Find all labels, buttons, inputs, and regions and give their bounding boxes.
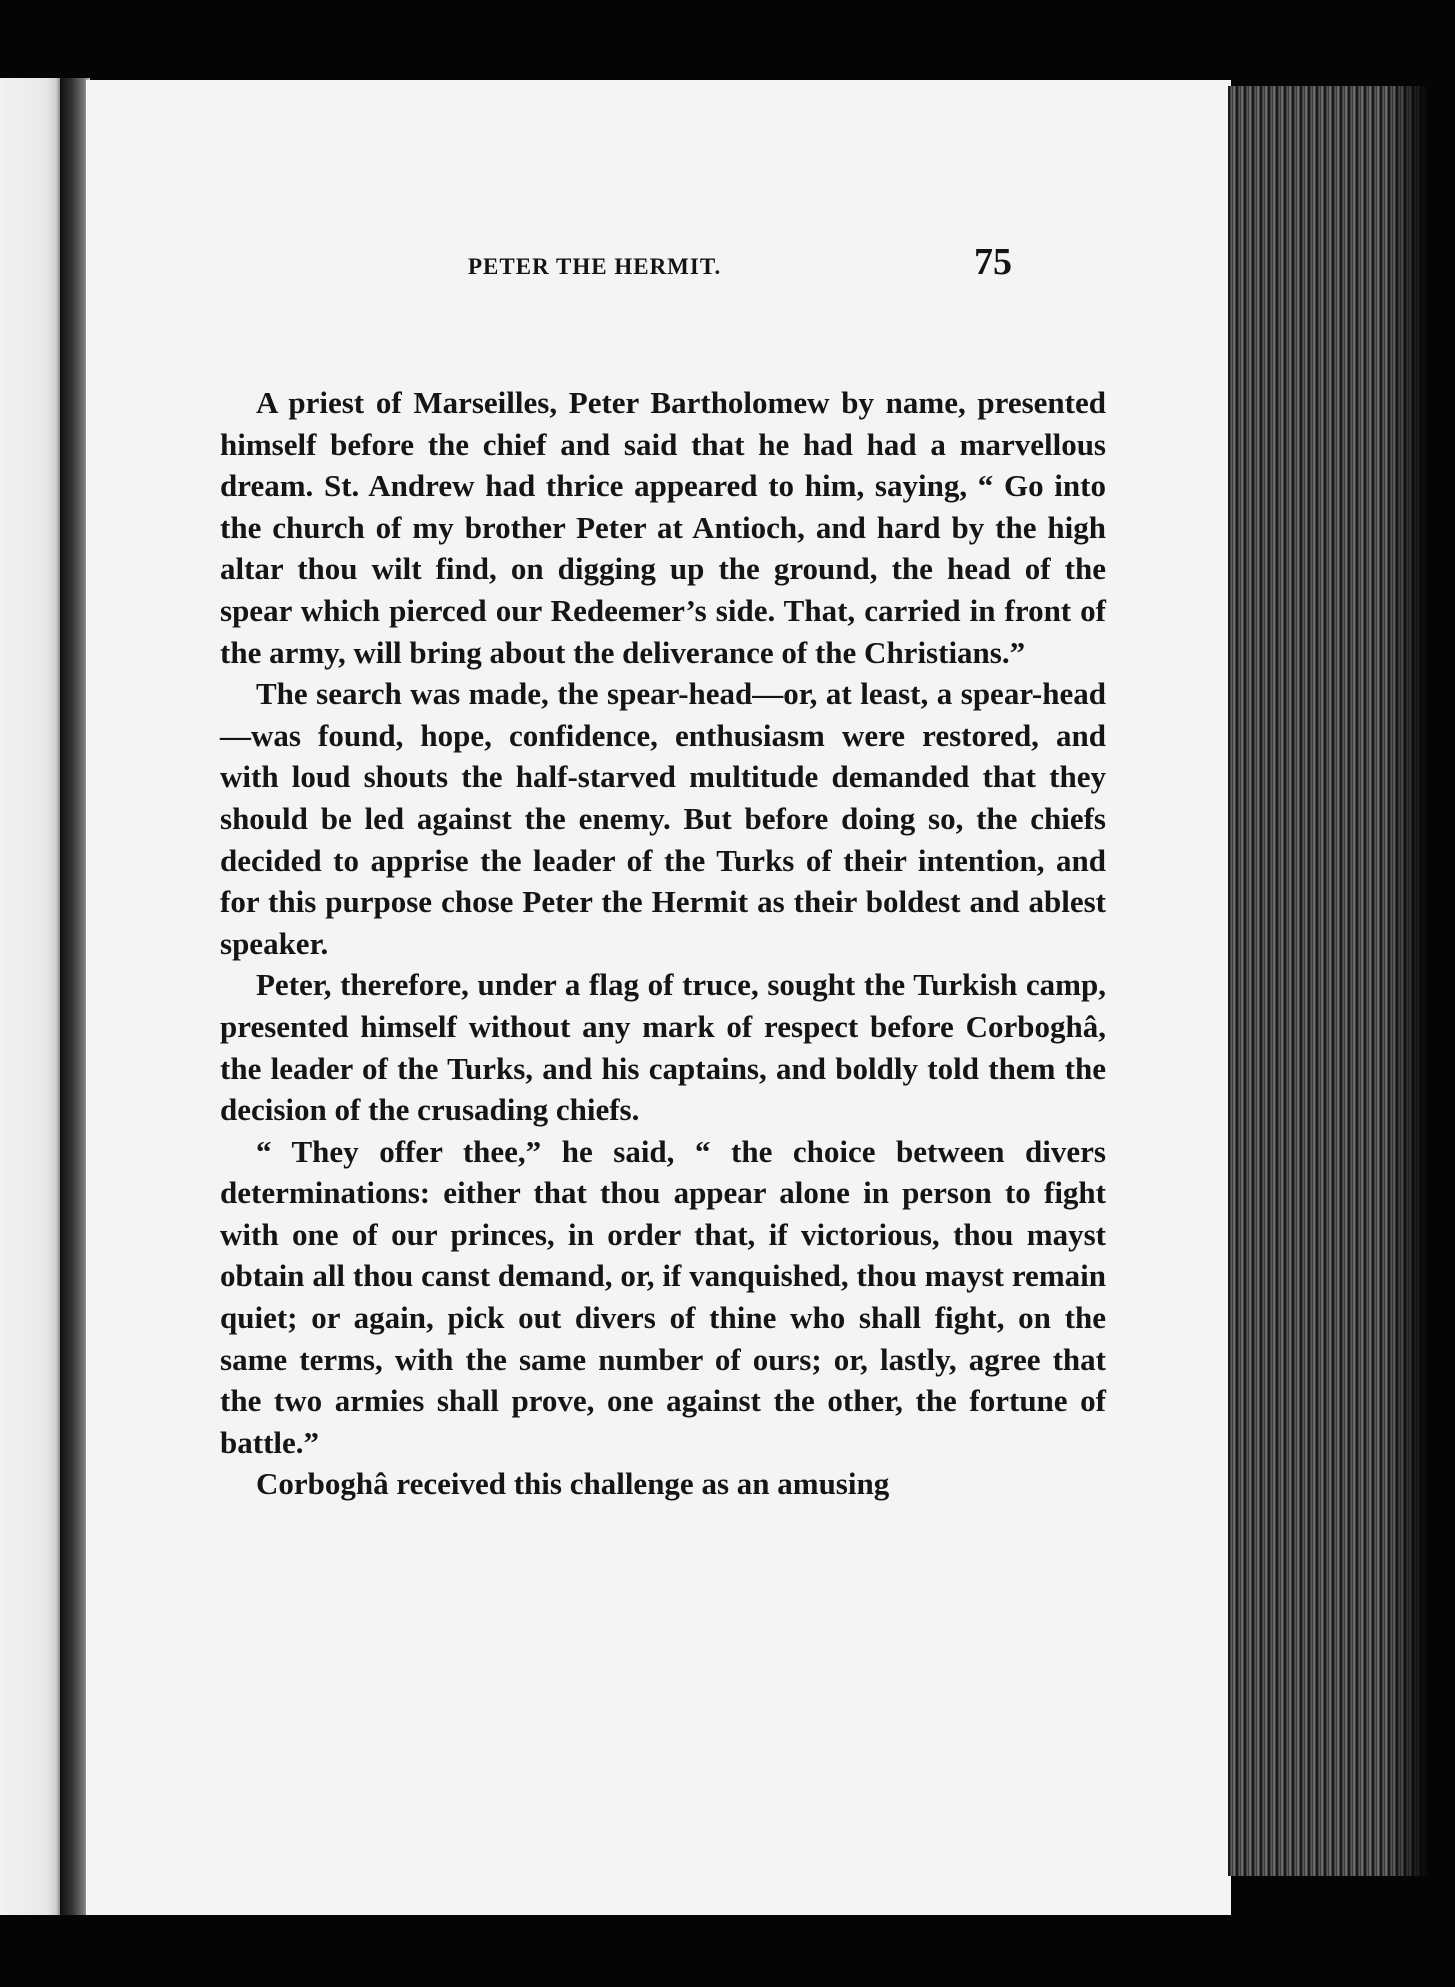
page-edges-stack — [1228, 86, 1428, 1876]
page-header — [86, 240, 1231, 300]
previous-page-edge — [0, 78, 66, 1918]
scan-background — [0, 1915, 1455, 1987]
running-head: PETER THE HERMIT. — [468, 254, 722, 279]
paragraph: “ They offer thee,” he said, “ the choice between divers determinations: either that thou appear alone in person to fight with one of our princes, in order that, if victorious, thou mayst obtain all thou canst demand, or, if vanquished, thou mayst remain quiet; or again, pick out divers of thine who shall fight, on the same terms, with the same number of ours; or, lastly, agree that the two armies shall prove, one against the other, the fortune of battle.” — [220, 1133, 1106, 1460]
book-page — [86, 80, 1231, 1915]
body-text — [220, 382, 1106, 1505]
paragraph: Peter, therefore, under a flag of truce, sought the Turkish camp, presented himself without any mark of respect before Corboghâ, the leader of the Turks, and his captains, and boldly told them the decision of the crusading chiefs. — [220, 967, 1106, 1128]
paragraph: A priest of Marseilles, Peter Bartholomew by name, presented himself before the chief and said that he had had a marvellous dream. St. Andrew had thrice appeared to him, saying, “ Go into the church of my brother Peter at Antioch, and hard by the high altar thou wilt find, on digging up the ground, the head of the spear which pierced our Redeemer’s side. That, carried in front of the army, will bring about the deliverance of the Christians.” — [220, 385, 1106, 670]
page-number: 75 — [974, 241, 1012, 283]
paragraph: Corboghâ received this challenge as an amusing — [256, 1466, 890, 1502]
paragraph: The search was made, the spear-head—or, at least, a spear-head—was found, hope, confidence, enthusiasm were restored, and with loud shouts the half-starved multitude demanded that they should be led against the enemy. But before doing so, the chiefs decided to apprise the leader of the Turks of their intention, and for this purpose chose Peter the Hermit as their boldest and ablest speaker. — [220, 676, 1106, 961]
